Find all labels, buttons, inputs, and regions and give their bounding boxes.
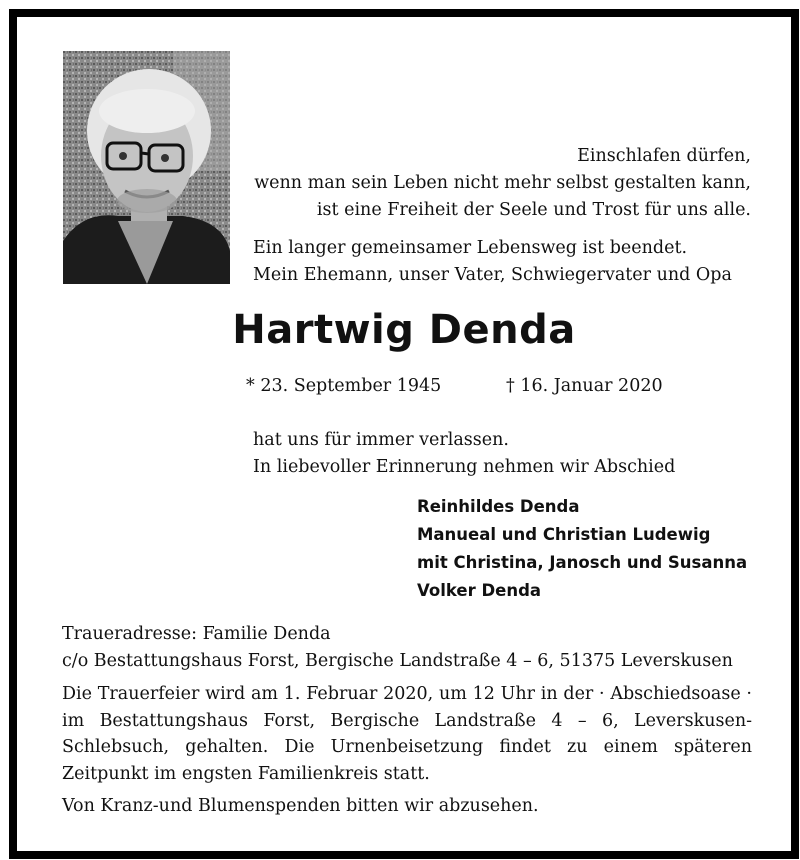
address-line: c/o Bestattungshaus Forst, Bergische Landstraße 4 – 6, 51375 Leverskusen	[62, 651, 733, 671]
closing-note: Von Kranz-und Blumenspenden bitten wir abzusehen.	[62, 796, 539, 816]
deceased-name: Hartwig Denda	[232, 307, 576, 353]
intro-text	[253, 235, 732, 289]
obituary-frame	[9, 9, 799, 859]
farewell-line: In liebevoller Erinnerung nehmen wir Abschied	[253, 457, 676, 477]
ceremony-paragraph: Die Trauerfeier wird am 1. Februar 2020, um 12 Uhr in der · Abschiedsoase · im Bestattungshaus Forst, Bergische Landstraße 4 – 6, Leverskusen-Schlebsuch, gehalten. Die Urnenbeisetzung findet zu einem späteren Zeitpunkt im engsten Familienkreis statt.	[62, 684, 752, 784]
intro-line: Ein langer gemeinsamer Lebensweg ist beendet.	[253, 238, 688, 258]
mourners-list	[417, 493, 747, 605]
mourner-name: mit Christina, Janosch und Susanna	[417, 553, 748, 572]
birth-date: * 23. September 1945	[246, 376, 442, 396]
portrait-photo	[63, 51, 230, 284]
mourner-name: Reinhildes Denda	[417, 497, 580, 516]
intro-line: Mein Ehemann, unser Vater, Schwiegervater und Opa	[253, 265, 732, 285]
farewell-line: hat uns für immer verlassen.	[253, 430, 509, 450]
poem-line: ist eine Freiheit der Seele und Trost für uns alle.	[316, 200, 751, 220]
farewell-text	[253, 427, 675, 481]
mourner-name: Manueal und Christian Ludewig	[417, 525, 711, 544]
funeral-address	[62, 621, 733, 675]
address-line: Traueradresse: Familie Denda	[62, 624, 331, 644]
poem-line: wenn man sein Leben nicht mehr selbst gestalten kann,	[254, 173, 751, 193]
poem-line: Einschlafen dürfen,	[577, 146, 751, 166]
mourner-name: Volker Denda	[417, 581, 542, 600]
poem	[243, 143, 751, 224]
death-date: † 16. Januar 2020	[506, 376, 663, 396]
